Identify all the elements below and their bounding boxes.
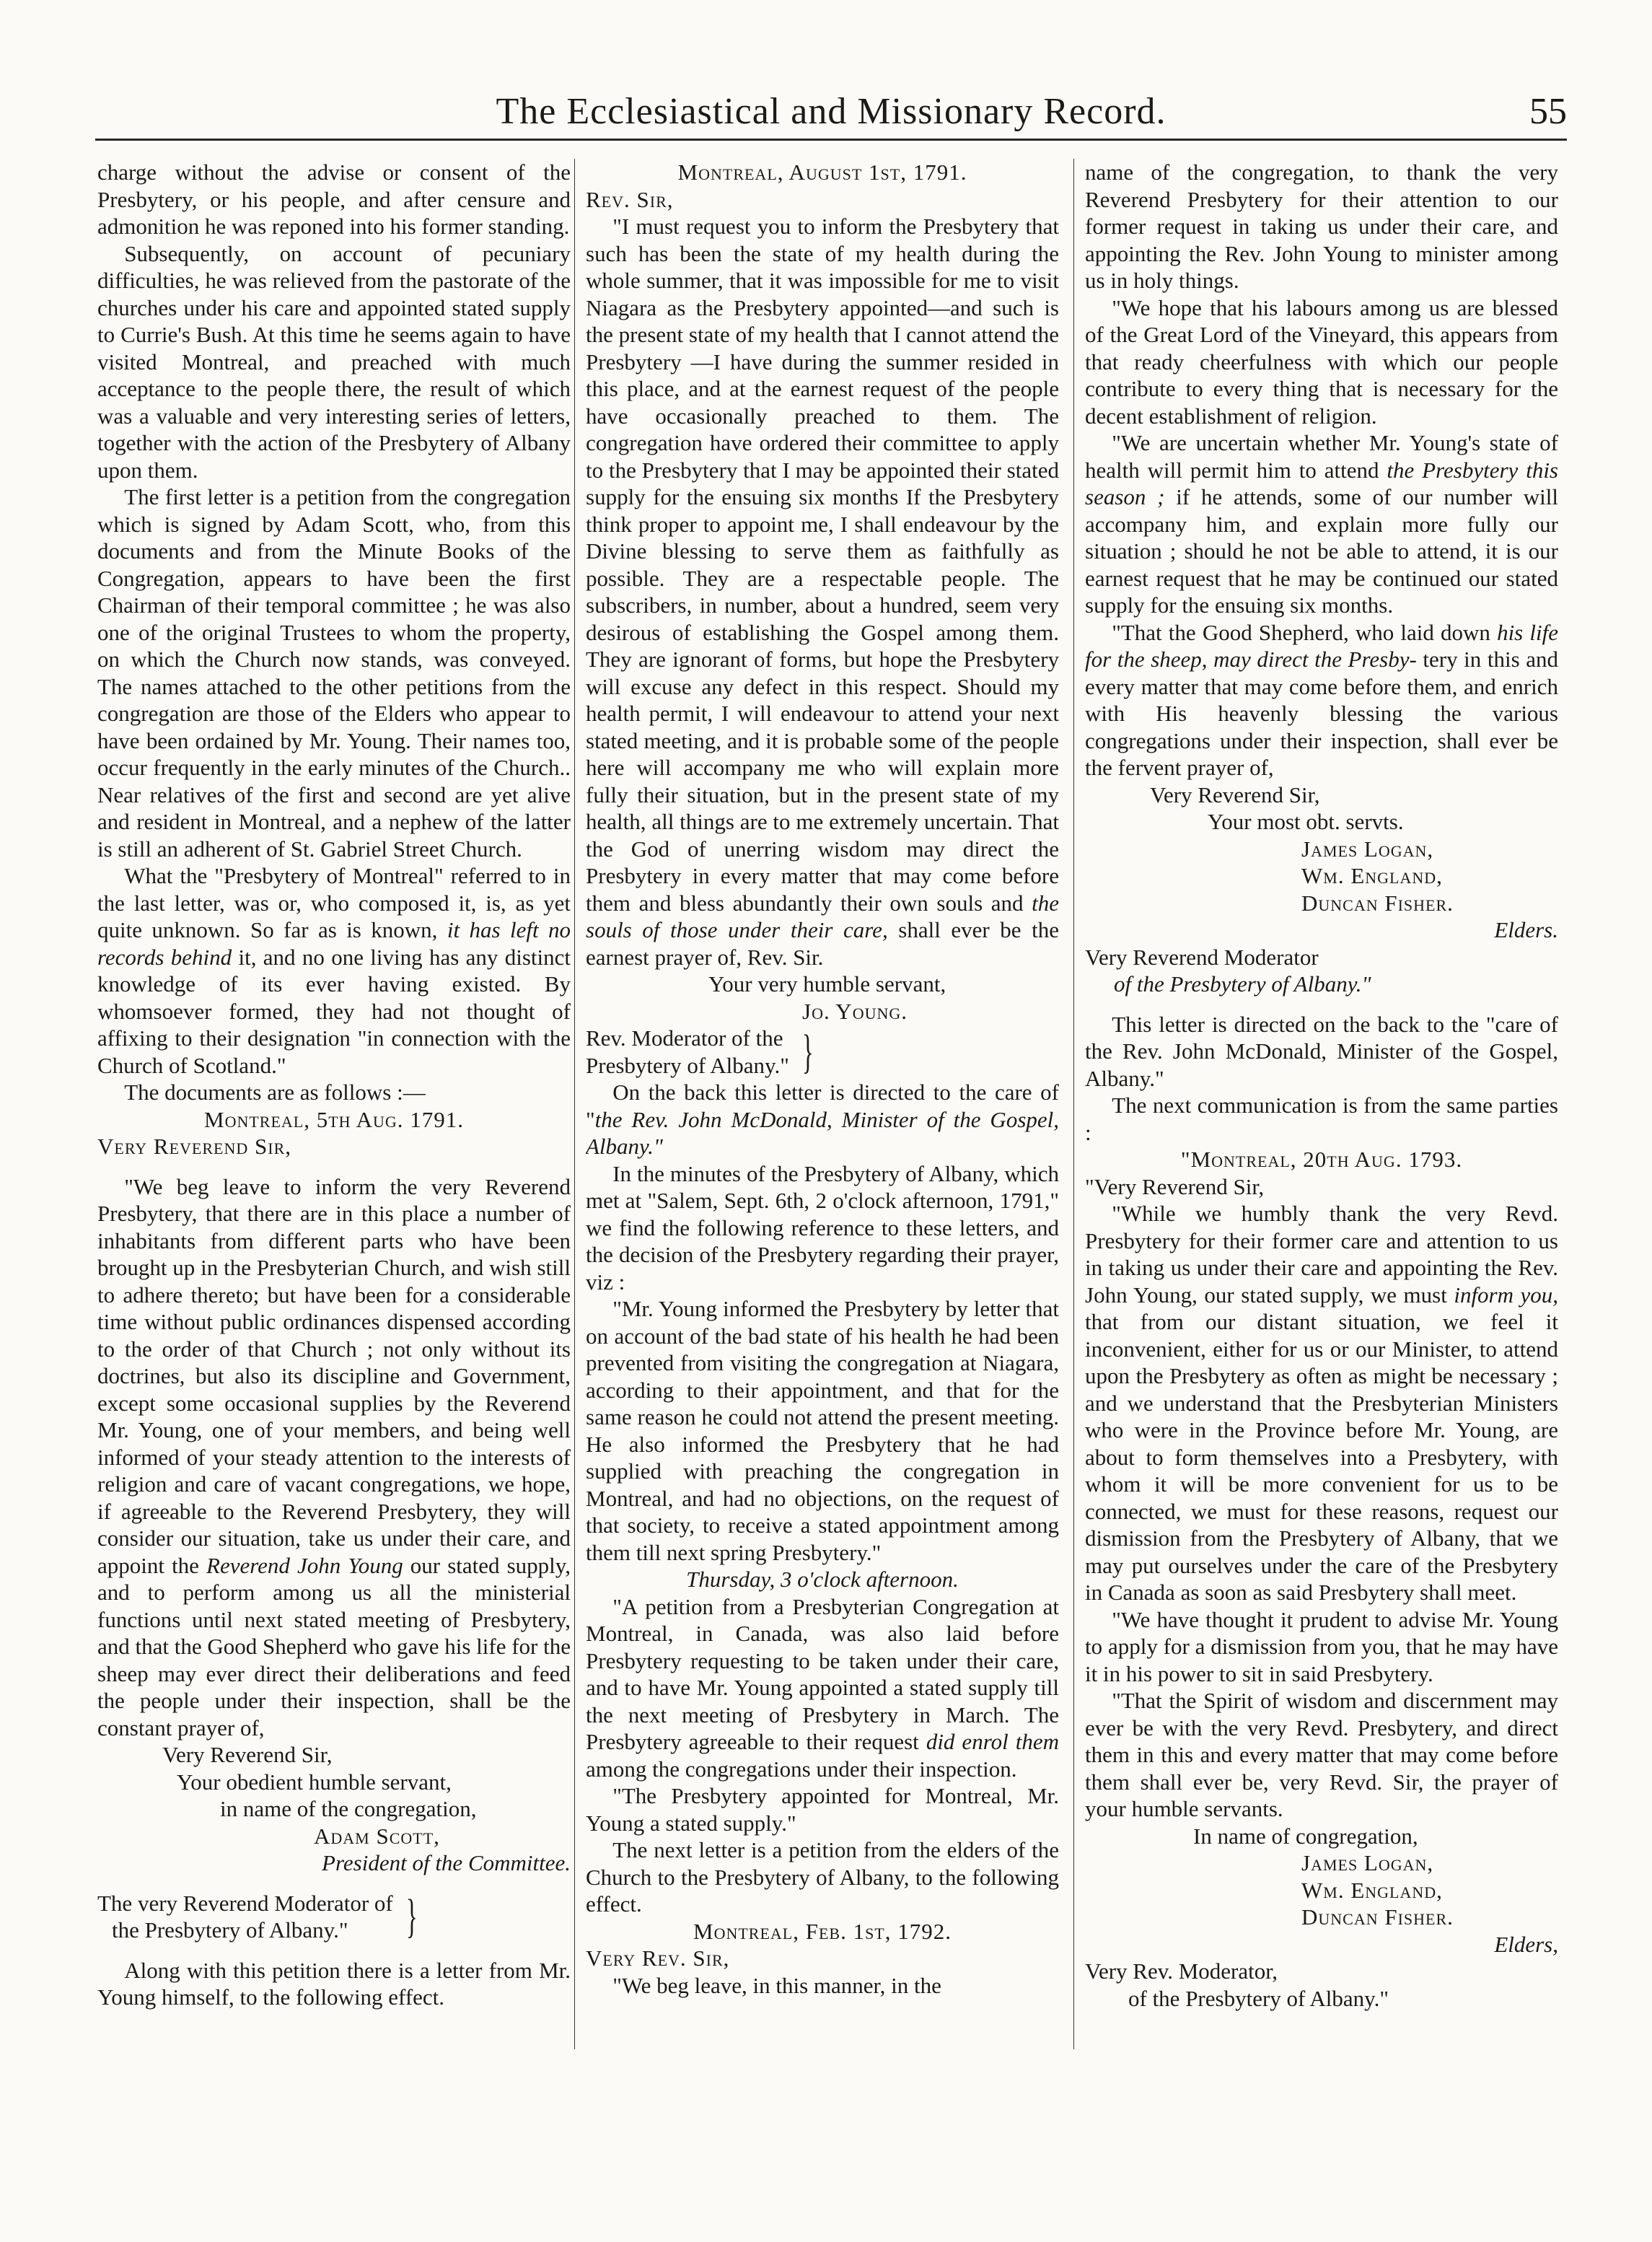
closing-line: in name of the congregation,: [220, 1796, 477, 1821]
address-block: [97, 1890, 571, 1944]
closing-line: Your most obt. servts.: [1208, 809, 1404, 834]
text-run: "I must request you to inform the Presbytery that such has been the state of my health during the whole summer, that it was impossible for me to visit Niagara as the Presbytery appointed—and such is the present state of my health that I cannot attend the Presbytery —I have during the summer resided in this place, and at the earnest request of the people have occasionally preached to them. The congregation have ordered their committee to apply to the Presbytery that I may be appointed their stated supply for the ensuing six months If the Presbytery think proper to appoint me, I shall endeavour by the Divine blessing to serve them as faithfully as possible. They are a respectable people. The subscribers, in number, about a hundred, seem very desirous of establishing the Gospel among them. They are ignorant of forms, but hope the Presbytery will excuse any defect in this respect. Should my health permit, I will endeavour to attend your next stated meeting, and it is probable some of the people here will accompany me who will explain more fully their situation, but in the present state of my health, all things are to me extremely uncertain. That the God of unerring wisdom may direct the Presbytery in every matter that may come before them and bless abundantly their own souls and: [586, 214, 1059, 916]
column-3: [1085, 159, 1558, 2223]
text-run: "That the Good Shepherd, who laid down: [1112, 619, 1490, 645]
column-divider-2: [1073, 159, 1074, 2049]
signer-name: Duncan Fisher.: [1301, 1904, 1454, 1930]
address-line: of the Presbytery of Albany.": [1114, 971, 1371, 997]
signer-title: President of the Committee.: [322, 1850, 571, 1875]
text-run: What the "Presbytery of Montreal" referred to in the last letter, was or, who composed it, is, as yet quite unknown. So far as is known,: [97, 863, 571, 942]
closing-line: Very Reverend Sir,: [1150, 781, 1320, 807]
paragraph: [1085, 619, 1558, 781]
text-run: that from our distant situation, we feel it inconvenient, either for us or our Minister, to attend upon the Presbytery as often as might be necessary ; and we understand that the Presbyterian Ministers who were in the Province before Mr. Young, are about to form themselves into a Presbytery, with whom it will be more convenient for us to be connected, we must for these reasons, request our dismission from the Presbytery of Albany, that we may put ourselves under the care of the Presbytery in Canada as soon as said Presbytery shall meet.: [1085, 1309, 1558, 1605]
letter-text: "That the Spirit of wisdom and discernment may ever be with the very Revd. Presbytery, and direct them in this and every matter that may come before them shall ever be, very Revd. Sir, the prayer of your humble servants.: [1085, 1688, 1558, 1821]
italic-run: the Rev. John McDonald, Minister of: [594, 1106, 944, 1132]
text-run: "We beg leave to inform the very Reverend Presbytery, that there are in this place a number of inhabitants from different parts who have been brought up in the Presbyterian Church, and wish still to adhere thereto; but have been for a considerable time without public ordinances dispensed according to the order of that Church ; not only without its doctrines, but also its discipline and Government, except some occasional supplies by the Reverend Mr. Young, one of your members, and being well informed of your steady attention to the interests of religion and care of vacant congregations, we hope, if agreeable to the Reverend Presbytery, they will consider our situation, take us under their care, and appoint the: [97, 1173, 571, 1578]
paragraph: name of the congregation, to thank the very Reverend Presbytery for their attention to our former request in taking us under their care, and appointing the Rev. John Young to minister among us in holy things.: [1085, 159, 1558, 293]
paragraph: The first letter is a petition from the congregation which is signed by Adam Scott, who, from this documents and from the Minute Books of the Congregation, appears to have been the first Chairman of their temporal committee ; he was also one of the original Trustees to whom the property, on which the Church now stands, was conveyed. The names attached to the other petitions from the congregation are those of the Elders who appear to have been ordained by Mr. Young. Their names too, occur frequently in the early minutes of the Church.. Near relatives of the first and second are yet alive and resident in Montreal, and a nephew of the latter is still an adherent of St. Gabriel Street Church.: [97, 484, 571, 862]
signer-title: Elders,: [1494, 1931, 1558, 1957]
signer-title: Elders.: [1494, 917, 1558, 942]
closing-line: Your very humble servant,: [708, 971, 946, 997]
text-run: "A petition from a Presbyterian Congregation at Montreal, in Canada, was also laid before Presbytery requesting to be taken under their care, and to have Mr. Young appointed a stated supply till the next meeting of Presbytery in March. The Presbytery agreeable to their request: [586, 1593, 1059, 1754]
signer-name: James Logan,: [1301, 836, 1434, 862]
address-block: [586, 1025, 1059, 1079]
text-run: "We are uncertain whether Mr. Young's state of health will permit him to attend: [1085, 430, 1558, 483]
spacer: [97, 1944, 571, 1957]
paragraph: [1085, 429, 1558, 619]
italic-run: inform you,: [1454, 1282, 1558, 1308]
paragraph: "We hope that his labours among us are blessed of the Great Lord of the Vineyard, this appears from that ready cheerfulness with which our people contribute to every thing that is necessary for the decent establishment of religion.: [1085, 294, 1558, 429]
spacer: [97, 1160, 571, 1173]
paragraph: The next communication is from the same parties :: [1085, 1092, 1558, 1145]
address-line: The very Reverend Moderator of: [97, 1890, 393, 1916]
letter-text: "We beg leave, in this manner, in the: [612, 1972, 941, 1998]
page-header: [95, 75, 1567, 133]
address-line: Rev. Moderator of the: [586, 1025, 783, 1051]
signer-name: Wm. England,: [1301, 1877, 1443, 1903]
salutation: Very Rev. Sir,: [586, 1945, 730, 1971]
column-2: [586, 159, 1059, 2223]
salutation: Very Reverend Sir,: [97, 1134, 291, 1159]
text-run: among the congregations under their inspection.: [586, 1756, 1017, 1782]
italic-run: it has left no records behind: [97, 917, 571, 970]
dateline: Montreal, 5th Aug. 1791.: [204, 1106, 464, 1132]
signer-name: James Logan,: [1301, 1850, 1434, 1875]
letter-text: [97, 1173, 571, 1742]
closing-line: Your obedient humble servant,: [177, 1769, 452, 1795]
dateline: Montreal, Feb. 1st, 1792.: [693, 1918, 952, 1944]
paragraph: In the minutes of the Presbytery of Albany, which met at "Salem, Sept. 6th, 2 o'clock afternoon, 1791," we find the following reference to these letters, and the decision of the Presbytery regarding their prayer, viz :: [586, 1160, 1059, 1295]
page-number: 55: [1529, 91, 1567, 132]
signer-name: Jo. Young.: [802, 998, 908, 1024]
paragraph: [97, 862, 571, 1079]
closing-line: Very Reverend Sir,: [162, 1742, 333, 1767]
address-line: Very Rev. Moderator,: [1085, 1958, 1278, 1984]
text-run: "While we humbly thank the very Revd. Presbytery for their former care and attention to us in taking us under their care and appointing the Rev. John Young, our stated supply, we must: [1085, 1201, 1558, 1308]
column-divider-1: [574, 159, 575, 2049]
text-run: tery in this and every matter that may come before them, and enrich with His heavenly blessing the various congregations under their inspection, shall ever be the fervent prayer of,: [1085, 647, 1558, 780]
paragraph: The next letter is a petition from the elders of the Church to the Presbytery of Albany, to the following effect.: [586, 1837, 1059, 1917]
italic-run: his life for the sheep, may direct the Presby-: [1085, 619, 1558, 672]
address-line: of the Presbytery of Albany.": [1128, 1985, 1389, 2011]
signer-name: Duncan Fisher.: [1301, 890, 1454, 916]
italic-run: the Presbytery this season ;: [1085, 457, 1558, 509]
quotation: "The Presbytery appointed for Montreal, Mr. Young a stated supply.": [586, 1783, 1059, 1836]
dateline: "Montreal, 20th Aug. 1793.: [1180, 1147, 1463, 1172]
paragraph: Along with this petition there is a letter from Mr. Young himself, to the following effect.: [97, 1957, 571, 2010]
running-title: The Ecclesiastical and Missionary Record.: [496, 91, 1166, 132]
italic-run: Reverend John Young: [206, 1552, 403, 1578]
brace-glyph: }: [405, 1890, 418, 1943]
text-run: our stated supply, and to perform among us all the ministerial functions until next stated meeting of Presbytery, and that the Good Shepherd who gave his life for the sheep may ever direct their deliberations and feed the people under their inspection, shall be the constant prayer of,: [97, 1552, 571, 1740]
text-run: if he attends, some of our number will accompany him, and explain more fully our situation ; should he not be able to attend, it is our earnest request that he may be continued our stated supply for the ensuing six months.: [1085, 484, 1558, 618]
header-rule: [95, 139, 1567, 141]
text-run: it, and no one living has any distinct knowledge of its ever having existed. By whomsoever formed, they had not thought of affixing to their designation "in connection with the Church of Scotland.": [97, 944, 571, 1078]
italic-run: the souls of those under their care,: [586, 890, 1059, 942]
signer-name: Adam Scott,: [314, 1823, 440, 1849]
address-line: the Presbytery of Albany.": [112, 1917, 348, 1943]
text-run: On the back this letter is directed to the care of ": [586, 1080, 1059, 1132]
italic-run: the Gospel, Albany.": [586, 1106, 1059, 1159]
italic-run: did enrol them: [926, 1729, 1059, 1754]
text-run: shall ever be the earnest prayer of, Rev. Sir.: [586, 917, 1059, 970]
quotation: "Mr. Young informed the Presbytery by letter that on account of the bad state of his health he had been prevented from visiting the congregation at Niagara, according to their appointment, and that for the same reason he could not attend the present meeting. He also informed the Presbytery that he had supplied with preaching the congregation in Montreal, and had no objections, on the request of that society, to receive a stated appointment among them till next spring Presbytery.": [586, 1296, 1059, 1565]
salutation: Rev. Sir,: [586, 186, 674, 212]
brace-glyph: }: [801, 1025, 814, 1078]
address-line: Very Reverend Moderator: [1085, 944, 1319, 970]
quotation: [586, 1593, 1059, 1783]
letter-text: [1085, 1200, 1558, 1606]
closing-line: In name of congregation,: [1193, 1823, 1418, 1849]
signer-name: Wm. England,: [1301, 863, 1443, 888]
letter-text: "We have thought it prudent to advise Mr. Young to apply for a dismission from you, that he may have it in his power to sit in said Presbytery.: [1085, 1606, 1558, 1686]
dateline: Montreal, August 1st, 1791.: [677, 159, 967, 185]
paragraph: Subsequently, on account of pecuniary difficulties, he was relieved from the pastorate of the churches under his care and appointed stated supply to Currie's Bush. At this time he seems again to have visited Montreal, and preached with much acceptance to the people there, the result of which was a valuable and very interesting series of letters, together with the action of the Presbytery of Albany upon them.: [97, 240, 571, 483]
spacer: [97, 1877, 571, 1890]
letter-text: [586, 213, 1059, 971]
paragraph: charge without the advise or consent of the Presbytery, or his people, and after censure and admonition he was reponed into his former standing.: [97, 159, 571, 239]
paragraph: This letter is directed on the back to the "care of the Rev. John McDonald, Minister of the Gospel, Albany.": [1085, 1011, 1558, 1091]
time-heading: Thursday, 3 o'clock afternoon.: [686, 1567, 959, 1592]
spacer: [1085, 998, 1558, 1011]
paragraph: The documents are as follows :—: [124, 1080, 426, 1105]
column-1: [97, 159, 571, 2223]
salutation: "Very Reverend Sir,: [1085, 1173, 1265, 1199]
paragraph: [586, 1079, 1059, 1160]
address-line: Presbytery of Albany.": [586, 1052, 789, 1078]
